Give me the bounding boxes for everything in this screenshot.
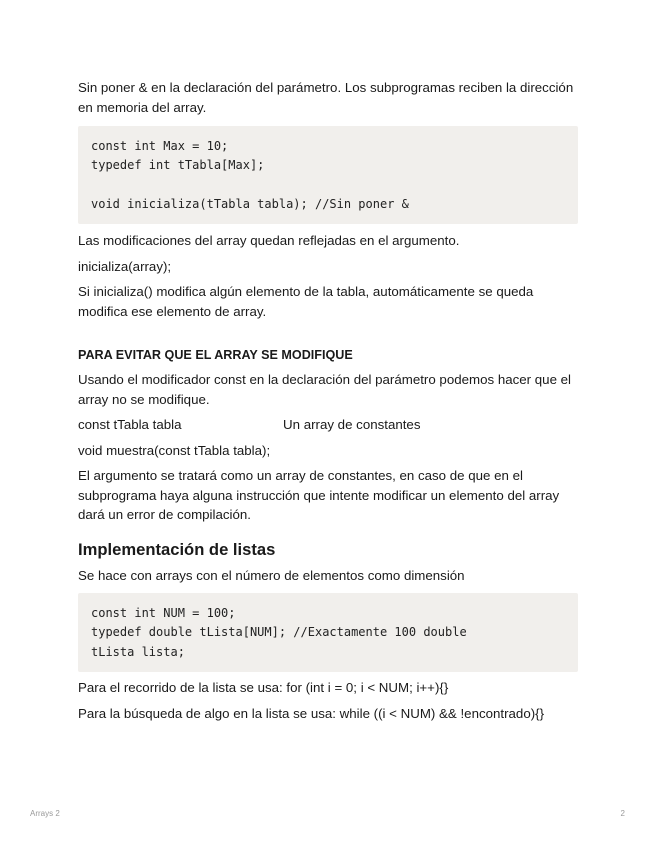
row-left-text: const tTabla tabla	[78, 417, 182, 433]
paragraph: El argumento se tratará como un array de constantes, en caso de que en el subprograma haya alguna instrucción que intente modificar un elemento del array dará un error de compilación.	[78, 468, 560, 523]
paragraph: Para el recorrido de la lista se usa: for (int i = 0; i < NUM; i++){}	[78, 680, 449, 696]
row-right-text: Un array de constantes	[283, 417, 421, 433]
paragraph: Se hace con arrays con el número de elementos como dimensión	[78, 567, 465, 583]
two-column-row	[78, 415, 578, 435]
section-heading-large: Implementación de listas	[78, 539, 276, 559]
paragraph: Las modificaciones del array quedan reflejadas en el argumento.	[78, 233, 460, 249]
footer-title: Arrays 2	[30, 809, 60, 818]
paragraph: Para la búsqueda de algo en la lista se usa: while ((i < NUM) && !encontrado){}	[78, 705, 545, 721]
section-heading: PARA EVITAR QUE EL ARRAY SE MODIFIQUE	[78, 348, 353, 363]
code-block: const int Max = 10; typedef int tTabla[Max]; void inicializa(tTabla tabla); //Sin poner &	[78, 126, 578, 224]
paragraph: inicializa(array);	[78, 258, 172, 274]
paragraph: Usando el modificador const en la declaración del parámetro podemos hacer que el array no se modifique.	[78, 372, 572, 407]
paragraph: Si inicializa() modifica algún elemento de la tabla, automáticamente se queda modifica ese elemento de array.	[78, 284, 534, 319]
page-number: 2	[620, 809, 625, 818]
paragraph: void muestra(const tTabla tabla);	[78, 442, 271, 458]
code-block: const int NUM = 100; typedef double tLista[NUM]; //Exactamente 100 double tLista lista;	[78, 593, 578, 672]
paragraph: Sin poner & en la declaración del parámetro. Los subprogramas reciben la dirección en memoria del array.	[78, 80, 574, 115]
page-content	[78, 78, 578, 723]
